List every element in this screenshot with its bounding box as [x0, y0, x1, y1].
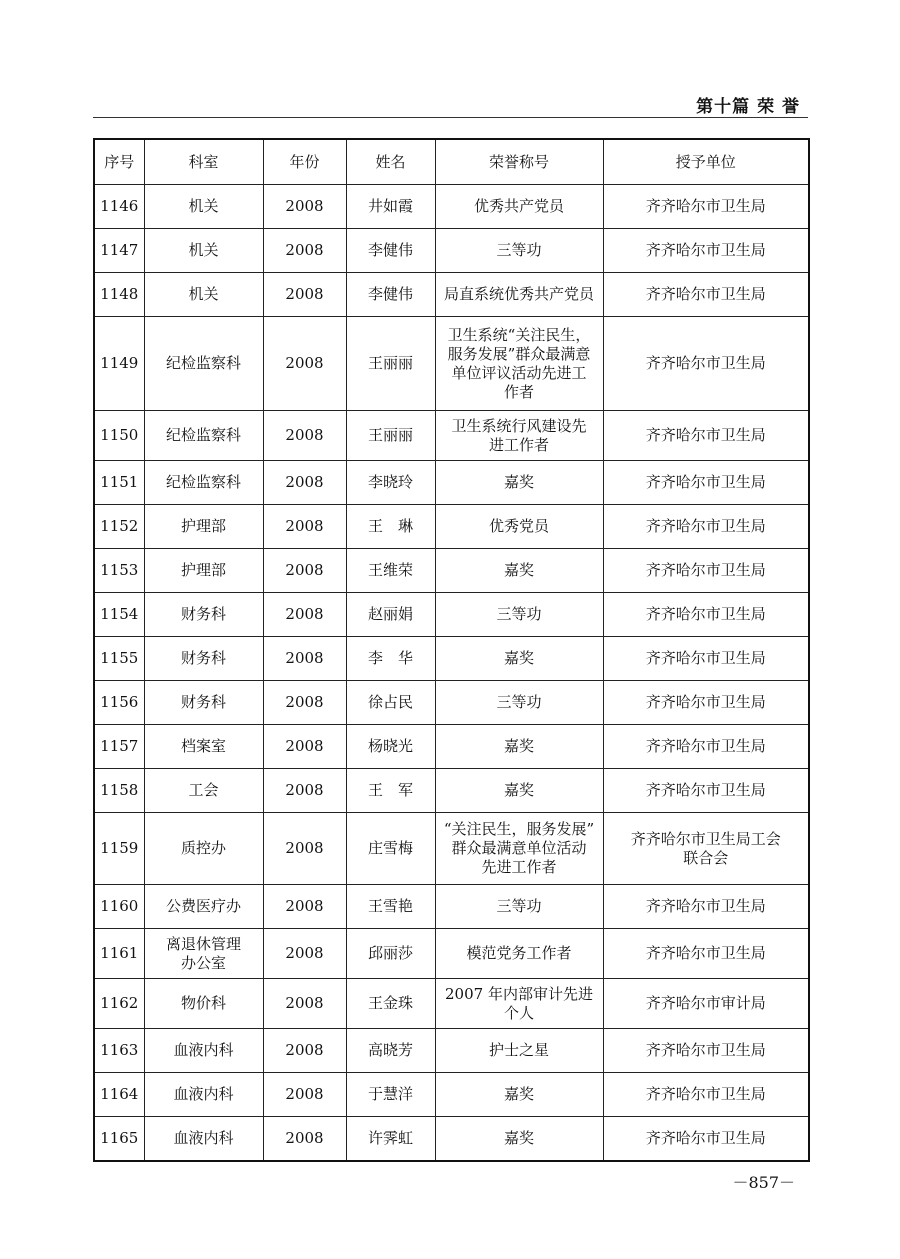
cell-text-line: 纪检监察科 [165, 473, 241, 491]
table-row [94, 593, 809, 637]
cell-text-line: 离退休管理 [165, 934, 241, 953]
cell-text-line: 血液内科 [173, 1085, 234, 1103]
cell-name: 高晓芳 [346, 1029, 435, 1073]
cell-text-line: 财务科 [180, 693, 226, 711]
cell-text-line: 护理部 [180, 561, 226, 579]
cell-text-line: 嘉奖 [503, 561, 534, 579]
cell-text-line: 齐齐哈尔市卫生局 [645, 426, 766, 444]
cell-text-line: 嘉奖 [503, 1128, 534, 1147]
cell-name: 李健伟 [346, 273, 435, 317]
cell-serial-number: 1149 [94, 317, 144, 411]
cell-text-line: 先进工作者 [481, 858, 557, 876]
cell-serial-number: 1159 [94, 813, 144, 885]
cell-text-line: 局直系统优秀共产党员 [443, 285, 594, 303]
cell-text-line: 嘉奖 [503, 737, 534, 755]
cell-year: 2008 [263, 411, 346, 461]
cell-granting-unit [603, 549, 809, 593]
cell-honor-title [435, 637, 603, 681]
cell-name: 于慧洋 [346, 1073, 435, 1117]
cell-text-line: 作者 [503, 382, 534, 401]
cell-serial-number: 1162 [94, 979, 144, 1029]
table-row [94, 979, 809, 1029]
cell-text-line: 群众最满意单位活动 [451, 839, 587, 857]
cell-honor-title [435, 185, 603, 229]
running-head-chapter-title: 第十篇 荣 誉 [696, 97, 800, 117]
column-header-granting-unit: 授予单位 [603, 139, 809, 185]
cell-granting-unit [603, 461, 809, 505]
cell-text-line: 物价科 [180, 994, 226, 1012]
cell-name: 王 琳 [346, 505, 435, 549]
cell-granting-unit [603, 979, 809, 1029]
cell-department [144, 185, 263, 229]
cell-serial-number: 1146 [94, 185, 144, 229]
cell-department [144, 725, 263, 769]
cell-granting-unit [603, 1073, 809, 1117]
cell-text-line: 齐齐哈尔市卫生局 [645, 944, 766, 962]
cell-serial-number: 1147 [94, 229, 144, 273]
cell-serial-number: 1153 [94, 549, 144, 593]
cell-text-line: 嘉奖 [503, 1085, 534, 1103]
cell-text-line: 进工作者 [488, 435, 549, 454]
cell-name: 王丽丽 [346, 317, 435, 411]
cell-text-line: 齐齐哈尔市卫生局 [645, 1085, 766, 1103]
cell-year: 2008 [263, 637, 346, 681]
cell-department [144, 317, 263, 411]
table-row [94, 549, 809, 593]
cell-text-line: 血液内科 [173, 1128, 234, 1147]
cell-text-line: 齐齐哈尔市卫生局 [645, 693, 766, 711]
table-row [94, 725, 809, 769]
cell-text-line: 单位评议活动先进工 [451, 363, 587, 382]
cell-year: 2008 [263, 549, 346, 593]
cell-year: 2008 [263, 273, 346, 317]
cell-name: 杨晓光 [346, 725, 435, 769]
cell-year: 2008 [263, 317, 346, 411]
cell-granting-unit [603, 637, 809, 681]
cell-text-line: 齐齐哈尔市卫生局 [645, 781, 766, 799]
cell-text-line: 齐齐哈尔市卫生局 [645, 897, 766, 915]
cell-name: 王维荣 [346, 549, 435, 593]
cell-department [144, 1073, 263, 1117]
cell-granting-unit [603, 681, 809, 725]
cell-granting-unit [603, 813, 809, 885]
table-row [94, 637, 809, 681]
cell-text-line: 三等功 [496, 693, 542, 711]
cell-text-line: 护理部 [180, 517, 226, 535]
table-row [94, 1117, 809, 1161]
cell-text-line: 三等功 [496, 897, 542, 915]
table-row [94, 929, 809, 979]
cell-granting-unit [603, 769, 809, 813]
table-row [94, 813, 809, 885]
cell-department [144, 411, 263, 461]
cell-honor-title [435, 549, 603, 593]
cell-text-line: 齐齐哈尔市卫生局 [645, 285, 766, 303]
cell-year: 2008 [263, 593, 346, 637]
cell-department [144, 885, 263, 929]
cell-honor-title [435, 411, 603, 461]
cell-serial-number: 1164 [94, 1073, 144, 1117]
column-header-honor-title: 荣誉称号 [435, 139, 603, 185]
cell-year: 2008 [263, 885, 346, 929]
cell-granting-unit [603, 317, 809, 411]
cell-serial-number: 1151 [94, 461, 144, 505]
cell-department [144, 929, 263, 979]
cell-text-line: 机关 [188, 197, 219, 215]
cell-serial-number: 1165 [94, 1117, 144, 1161]
cell-text-line: 卫生系统“关注民生， [447, 325, 591, 344]
cell-name: 庄雪梅 [346, 813, 435, 885]
cell-department [144, 813, 263, 885]
column-header-year: 年份 [263, 139, 346, 185]
cell-name: 王雪艳 [346, 885, 435, 929]
table-row [94, 505, 809, 549]
cell-granting-unit [603, 1117, 809, 1161]
cell-serial-number: 1154 [94, 593, 144, 637]
cell-granting-unit [603, 505, 809, 549]
cell-text-line: 齐齐哈尔市卫生局 [645, 517, 766, 535]
table-row [94, 317, 809, 411]
cell-honor-title [435, 273, 603, 317]
cell-serial-number: 1158 [94, 769, 144, 813]
cell-text-line: 优秀党员 [488, 517, 549, 535]
cell-text-line: 齐齐哈尔市卫生局 [645, 1128, 766, 1147]
cell-honor-title [435, 1029, 603, 1073]
cell-year: 2008 [263, 813, 346, 885]
cell-text-line: 工会 [188, 781, 219, 799]
cell-text-line: 齐齐哈尔市卫生局 [645, 737, 766, 755]
table-row [94, 185, 809, 229]
cell-text-line: 卫生系统行风建设先 [451, 416, 587, 435]
table-header [94, 139, 809, 185]
cell-honor-title [435, 979, 603, 1029]
table-row [94, 1029, 809, 1073]
cell-text-line: 办公室 [180, 953, 226, 972]
cell-text-line: 纪检监察科 [165, 426, 241, 444]
cell-department [144, 681, 263, 725]
cell-year: 2008 [263, 505, 346, 549]
cell-text-line: 齐齐哈尔市卫生局 [645, 241, 766, 259]
table-row [94, 681, 809, 725]
cell-text-line: 个人 [503, 1003, 534, 1022]
cell-department [144, 505, 263, 549]
cell-text-line: 模范党务工作者 [466, 944, 572, 962]
cell-department [144, 1117, 263, 1161]
table-row [94, 273, 809, 317]
cell-serial-number: 1150 [94, 411, 144, 461]
cell-text-line: 齐齐哈尔市卫生局 [645, 473, 766, 491]
cell-text-line: 嘉奖 [503, 781, 534, 799]
header-rule [93, 117, 808, 118]
column-header-department: 科室 [144, 139, 263, 185]
cell-name: 许霁虹 [346, 1117, 435, 1161]
cell-honor-title [435, 1117, 603, 1161]
cell-text-line: 嘉奖 [503, 649, 534, 667]
cell-year: 2008 [263, 1117, 346, 1161]
cell-name: 李 华 [346, 637, 435, 681]
honors-table [93, 138, 810, 1162]
cell-honor-title [435, 725, 603, 769]
cell-department [144, 461, 263, 505]
cell-text-line: 齐齐哈尔市审计局 [645, 994, 766, 1012]
cell-year: 2008 [263, 681, 346, 725]
cell-department [144, 273, 263, 317]
cell-honor-title [435, 505, 603, 549]
cell-honor-title [435, 229, 603, 273]
cell-text-line: 嘉奖 [503, 473, 534, 491]
cell-serial-number: 1161 [94, 929, 144, 979]
cell-department [144, 769, 263, 813]
table-row [94, 1073, 809, 1117]
cell-serial-number: 1160 [94, 885, 144, 929]
cell-name: 李晓玲 [346, 461, 435, 505]
cell-text-line: 优秀共产党员 [473, 197, 564, 215]
column-header-name: 姓名 [346, 139, 435, 185]
cell-text-line: 齐齐哈尔市卫生局 [645, 605, 766, 623]
cell-text-line: 财务科 [180, 649, 226, 667]
table-row [94, 229, 809, 273]
cell-text-line: 档案室 [180, 737, 226, 755]
cell-year: 2008 [263, 769, 346, 813]
cell-department [144, 229, 263, 273]
cell-text-line: 财务科 [180, 605, 226, 623]
cell-honor-title [435, 769, 603, 813]
cell-name: 李健伟 [346, 229, 435, 273]
cell-serial-number: 1155 [94, 637, 144, 681]
cell-granting-unit [603, 929, 809, 979]
cell-year: 2008 [263, 929, 346, 979]
cell-name: 徐占民 [346, 681, 435, 725]
table-row [94, 411, 809, 461]
cell-honor-title [435, 813, 603, 885]
cell-honor-title [435, 593, 603, 637]
cell-department [144, 637, 263, 681]
cell-text-line: 公费医疗办 [165, 897, 241, 915]
cell-text-line: 齐齐哈尔市卫生局 [645, 1041, 766, 1059]
cell-department [144, 1029, 263, 1073]
cell-granting-unit [603, 1029, 809, 1073]
cell-text-line: 齐齐哈尔市卫生局工会 [630, 829, 781, 848]
cell-text-line: 齐齐哈尔市卫生局 [645, 197, 766, 215]
cell-text-line: 齐齐哈尔市卫生局 [645, 354, 766, 372]
cell-honor-title [435, 929, 603, 979]
cell-year: 2008 [263, 1029, 346, 1073]
cell-text-line: 三等功 [496, 605, 542, 623]
cell-name: 赵丽娟 [346, 593, 435, 637]
cell-serial-number: 1148 [94, 273, 144, 317]
cell-name: 井如霞 [346, 185, 435, 229]
table-body [94, 185, 809, 1161]
cell-text-line: 联合会 [683, 848, 729, 867]
cell-name: 王丽丽 [346, 411, 435, 461]
page-number: －857－ [732, 1173, 795, 1192]
table-row [94, 461, 809, 505]
cell-granting-unit [603, 885, 809, 929]
cell-text-line: 机关 [188, 241, 219, 259]
column-header-serial-number: 序号 [94, 139, 144, 185]
cell-department [144, 593, 263, 637]
cell-serial-number: 1152 [94, 505, 144, 549]
table-row [94, 885, 809, 929]
cell-honor-title [435, 461, 603, 505]
cell-granting-unit [603, 593, 809, 637]
cell-name: 邱丽莎 [346, 929, 435, 979]
cell-granting-unit [603, 273, 809, 317]
cell-department [144, 979, 263, 1029]
cell-text-line: 齐齐哈尔市卫生局 [645, 649, 766, 667]
cell-year: 2008 [263, 461, 346, 505]
cell-granting-unit [603, 229, 809, 273]
cell-year: 2008 [263, 1073, 346, 1117]
cell-name: 王金珠 [346, 979, 435, 1029]
cell-granting-unit [603, 411, 809, 461]
cell-honor-title [435, 317, 603, 411]
header-row [94, 139, 809, 185]
cell-text-line: “关注民生，服务发展” [443, 820, 595, 838]
cell-name: 王 军 [346, 769, 435, 813]
cell-honor-title [435, 1073, 603, 1117]
cell-text-line: 护士之星 [488, 1041, 549, 1059]
cell-text-line: 2007 年内部审计先进 [445, 984, 593, 1003]
cell-serial-number: 1157 [94, 725, 144, 769]
cell-text-line: 质控办 [180, 839, 226, 857]
cell-honor-title [435, 885, 603, 929]
cell-text-line: 服务发展”群众最满意 [447, 344, 591, 363]
cell-granting-unit [603, 725, 809, 769]
cell-text-line: 纪检监察科 [165, 354, 241, 372]
cell-serial-number: 1163 [94, 1029, 144, 1073]
cell-text-line: 机关 [188, 285, 219, 303]
cell-year: 2008 [263, 725, 346, 769]
cell-granting-unit [603, 185, 809, 229]
cell-text-line: 三等功 [496, 241, 542, 259]
cell-serial-number: 1156 [94, 681, 144, 725]
cell-year: 2008 [263, 979, 346, 1029]
cell-text-line: 血液内科 [173, 1041, 234, 1059]
cell-department [144, 549, 263, 593]
cell-year: 2008 [263, 185, 346, 229]
cell-honor-title [435, 681, 603, 725]
cell-year: 2008 [263, 229, 346, 273]
cell-text-line: 齐齐哈尔市卫生局 [645, 561, 766, 579]
table-row [94, 769, 809, 813]
